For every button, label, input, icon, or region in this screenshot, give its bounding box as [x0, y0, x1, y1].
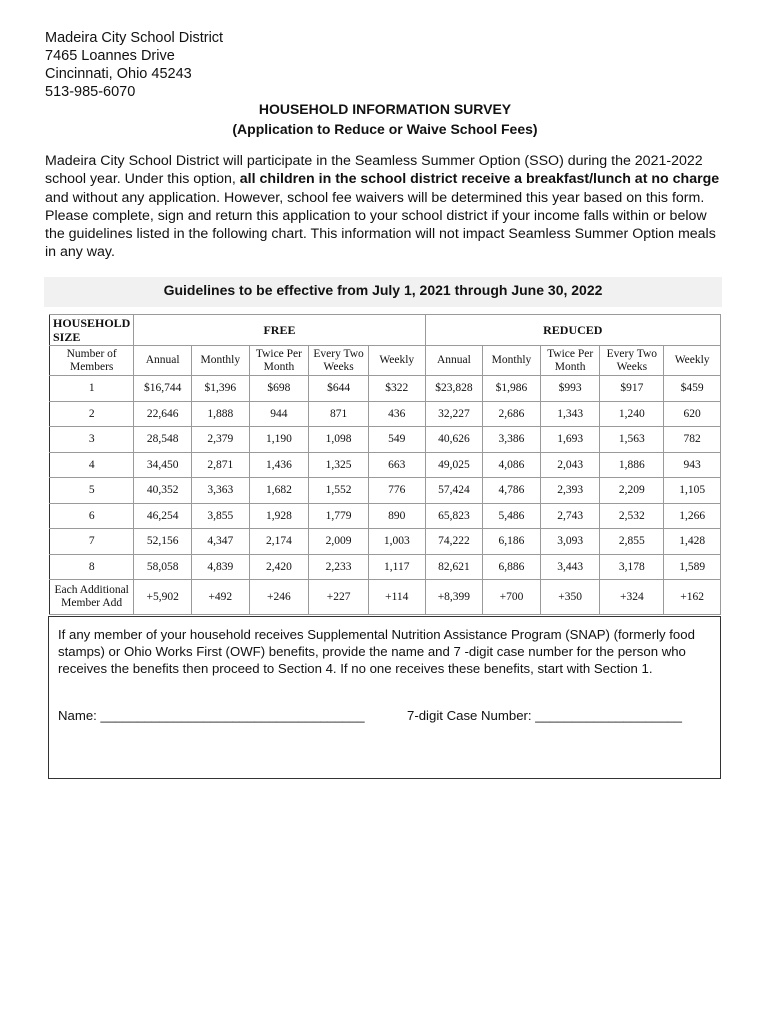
table-cell: +5,902: [134, 580, 192, 615]
table-cell: 32,227: [425, 401, 483, 427]
table-row: [50, 529, 721, 555]
table-cell: 40,352: [134, 478, 192, 504]
table-cell: 8: [50, 554, 134, 580]
table-cell: 620: [664, 401, 721, 427]
col-header: Twice Per Month: [540, 346, 600, 376]
table-cell: 1,190: [249, 427, 309, 453]
table-cell: 2,420: [249, 554, 309, 580]
city-state-zip: Cincinnati, Ohio 45243: [45, 66, 192, 82]
table-cell: 82,621: [425, 554, 483, 580]
table-cell: 2,043: [540, 452, 600, 478]
table-cell: 58,058: [134, 554, 192, 580]
table-cell: $993: [540, 376, 600, 402]
table-cell: +350: [540, 580, 600, 615]
table-row: [50, 427, 721, 453]
table-cell: 2,871: [191, 452, 249, 478]
table-column-header: [50, 346, 721, 376]
table-cell: 5: [50, 478, 134, 504]
table-cell: 3,178: [600, 554, 664, 580]
table-cell: +324: [600, 580, 664, 615]
table-cell: 1,436: [249, 452, 309, 478]
table-cell: 4,786: [483, 478, 541, 504]
table-row: [50, 554, 721, 580]
table-cell: 1,928: [249, 503, 309, 529]
table-cell: 1,105: [664, 478, 721, 504]
table-cell: 3: [50, 427, 134, 453]
table-cell: 3,363: [191, 478, 249, 504]
table-cell: 34,450: [134, 452, 192, 478]
table-cell: 1,117: [368, 554, 425, 580]
table-cell: 1,888: [191, 401, 249, 427]
intro-text-2: and without any application. However, school fee waivers will be determined this year based on this form. Please complete, sign and return this application to your school district if your income falls within or below the guidelines listed in the following chart. This information will not impact Seamless Summer Option meals in any way.: [45, 189, 716, 261]
table-cell: 2,393: [540, 478, 600, 504]
table-row-additional: [50, 580, 721, 615]
table-cell: 1,693: [540, 427, 600, 453]
table-cell: 7: [50, 529, 134, 555]
table-row: [50, 452, 721, 478]
table-cell: 2,686: [483, 401, 541, 427]
table-cell: +700: [483, 580, 541, 615]
table-cell: 6,186: [483, 529, 541, 555]
table-cell: $917: [600, 376, 664, 402]
table-row: [50, 401, 721, 427]
table-cell: 3,093: [540, 529, 600, 555]
table-cell: 4,347: [191, 529, 249, 555]
guidelines-banner: [44, 277, 722, 307]
table-cell: 1,266: [664, 503, 721, 529]
table-cell: 2,009: [309, 529, 369, 555]
col-header: Number of Members: [50, 346, 134, 376]
table-cell: 1,098: [309, 427, 369, 453]
free-header: FREE: [134, 315, 425, 346]
table-cell: $698: [249, 376, 309, 402]
table-cell: 3,443: [540, 554, 600, 580]
table-cell: 40,626: [425, 427, 483, 453]
phone-number: 513-985-6070: [45, 84, 136, 100]
form-title: HOUSEHOLD INFORMATION SURVEY: [258, 101, 512, 117]
table-cell: 549: [368, 427, 425, 453]
table-cell: Each Additional Member Add: [50, 580, 134, 615]
table-cell: 5,486: [483, 503, 541, 529]
income-guidelines-table: [49, 314, 721, 615]
intro-text-1: Madeira City School District will participate in the Seamless Summer Option (SSO) during the 2021-2022 school year. Under this option,: [45, 153, 703, 188]
col-header: Every Two Weeks: [600, 346, 664, 376]
street-address: 7465 Loannes Drive: [45, 48, 175, 64]
table-row: [50, 478, 721, 504]
table-row: [50, 503, 721, 529]
table-cell: 1,563: [600, 427, 664, 453]
table-cell: +162: [664, 580, 721, 615]
table-cell: 1,325: [309, 452, 369, 478]
table-cell: 1,682: [249, 478, 309, 504]
snap-case-number-field[interactable]: 7-digit Case Number: ____________________: [407, 708, 682, 723]
table-cell: 6: [50, 503, 134, 529]
table-cell: 3,855: [191, 503, 249, 529]
table-cell: 52,156: [134, 529, 192, 555]
col-header: Monthly: [483, 346, 541, 376]
guidelines-title: Guidelines to be effective from July 1, 2021 through June 30, 2022: [163, 282, 603, 298]
reduced-header: REDUCED: [425, 315, 720, 346]
table-cell: 1,343: [540, 401, 600, 427]
table-cell: 28,548: [134, 427, 192, 453]
table-cell: 2,532: [600, 503, 664, 529]
table-cell: 944: [249, 401, 309, 427]
table-cell: 1,779: [309, 503, 369, 529]
col-header: Weekly: [664, 346, 721, 376]
district-name: Madeira City School District: [45, 30, 224, 46]
table-cell: 1,589: [664, 554, 721, 580]
table-cell: 4: [50, 452, 134, 478]
table-cell: 663: [368, 452, 425, 478]
table-cell: 890: [368, 503, 425, 529]
table-cell: $23,828: [425, 376, 483, 402]
household-size-header: HOUSEHOLD SIZE: [50, 315, 134, 346]
table-cell: 2,209: [600, 478, 664, 504]
intro-bold-text: all children in the school district receive a breakfast/lunch at no charge: [239, 171, 720, 188]
table-cell: 871: [309, 401, 369, 427]
col-header: Weekly: [368, 346, 425, 376]
table-row: [50, 376, 721, 402]
table-cell: 1,428: [664, 529, 721, 555]
col-header: Twice Per Month: [249, 346, 309, 376]
table-cell: 3,386: [483, 427, 541, 453]
col-header: Annual: [425, 346, 483, 376]
table-cell: +492: [191, 580, 249, 615]
table-cell: 2,174: [249, 529, 309, 555]
table-cell: 1,003: [368, 529, 425, 555]
table-cell: +227: [309, 580, 369, 615]
form-heading: [0, 99, 770, 139]
table-cell: 4,086: [483, 452, 541, 478]
table-cell: 6,886: [483, 554, 541, 580]
table-cell: 776: [368, 478, 425, 504]
table-cell: 2,743: [540, 503, 600, 529]
table-cell: +8,399: [425, 580, 483, 615]
table-cell: 2,855: [600, 529, 664, 555]
table-cell: 22,646: [134, 401, 192, 427]
table-cell: 1,240: [600, 401, 664, 427]
form-subtitle: (Application to Reduce or Waive School Fees): [232, 121, 538, 137]
table-cell: 74,222: [425, 529, 483, 555]
table-cell: $459: [664, 376, 721, 402]
table-cell: 1: [50, 376, 134, 402]
snap-section-box: [48, 616, 721, 779]
table-cell: +246: [249, 580, 309, 615]
table-cell: 782: [664, 427, 721, 453]
table-cell: 4,839: [191, 554, 249, 580]
table-cell: 2: [50, 401, 134, 427]
table-cell: 57,424: [425, 478, 483, 504]
col-header: Annual: [134, 346, 192, 376]
table-cell: +114: [368, 580, 425, 615]
col-header: Every Two Weeks: [309, 346, 369, 376]
table-cell: $16,744: [134, 376, 192, 402]
snap-name-field[interactable]: Name: ____________________________________: [58, 708, 365, 723]
table-cell: 1,886: [600, 452, 664, 478]
table-cell: 436: [368, 401, 425, 427]
district-address: [45, 29, 223, 101]
col-header: Monthly: [191, 346, 249, 376]
table-cell: 2,233: [309, 554, 369, 580]
intro-paragraph: [45, 152, 729, 262]
table-cell: 49,025: [425, 452, 483, 478]
table-cell: $322: [368, 376, 425, 402]
table-cell: 65,823: [425, 503, 483, 529]
table-cell: $1,396: [191, 376, 249, 402]
snap-instructions: If any member of your household receives Supplemental Nutrition Assistance Program (SNAP) (formerly food stamps) or Ohio Works First (OWF) benefits, provide the name and 7 -digit case number for the person who receives the benefits then proceed to Section 4. If no one receives these benefits, start with Section 1.: [58, 627, 695, 676]
table-cell: $644: [309, 376, 369, 402]
table-cell: 46,254: [134, 503, 192, 529]
table-cell: 1,552: [309, 478, 369, 504]
table-group-header: [50, 315, 721, 346]
table-cell: $1,986: [483, 376, 541, 402]
table-cell: 943: [664, 452, 721, 478]
table-cell: 2,379: [191, 427, 249, 453]
table-body: [50, 376, 721, 615]
